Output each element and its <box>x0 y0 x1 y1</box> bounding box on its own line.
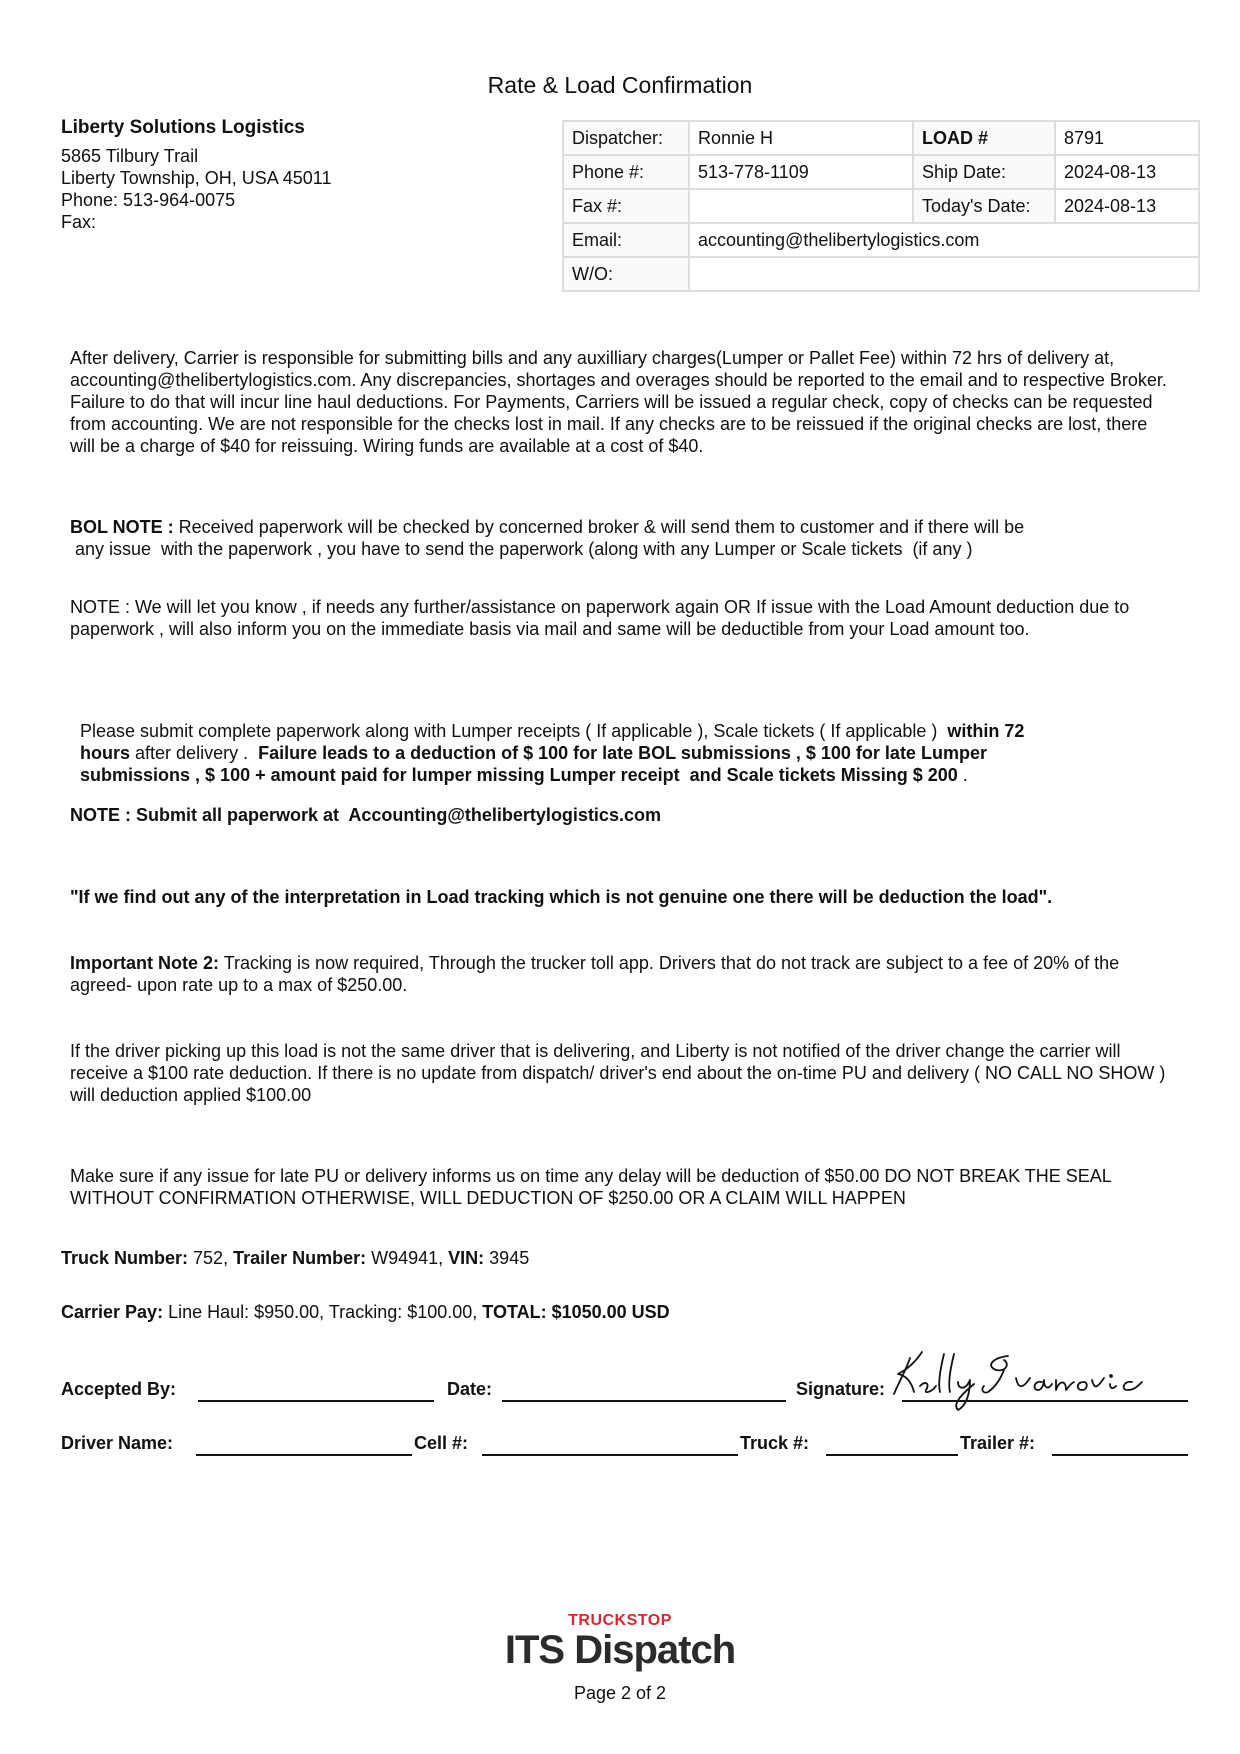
paragraph-line: WILL HAPPEN <box>785 1188 906 1208</box>
important-note-heading: Important Note 2: <box>70 953 220 973</box>
company-address-line2: Liberty Township, OH, USA 45011 <box>61 168 332 188</box>
date-field[interactable] <box>502 1380 786 1402</box>
paragraph-line: Load amount too. <box>889 619 1030 639</box>
submission-text: Please submit complete paperwork along with Lumper receipts ( If applicable ), Scale tickets ( If applicable ) <box>80 721 948 741</box>
truckstop-logo <box>0 1612 1240 1670</box>
load-number-value: 8791 <box>1055 121 1199 155</box>
bol-note-label: BOL NOTE : <box>70 517 174 537</box>
accepted-by-field[interactable] <box>198 1380 434 1402</box>
submission-emphasis: hours <box>80 743 131 763</box>
table-row <box>563 155 1199 189</box>
trailer-field[interactable] <box>1052 1434 1188 1456</box>
paragraph-line: regular check, copy of checks can be requested from accounting. We are not responsible for the checks lost in mail. If <box>70 392 1153 434</box>
truck-number-label: Truck Number: <box>61 1248 189 1268</box>
trailer-number-value: W94941, <box>366 1248 449 1268</box>
trailer-label: Trailer #: <box>960 1433 1036 1453</box>
late-delivery-note <box>70 1165 1170 1209</box>
date-label: Date: <box>447 1379 493 1399</box>
driver-change-note <box>70 1040 1170 1106</box>
paragraph-line: Make sure if any issue for late PU or delivery informs us on time any delay will be deduction of $50.00 <box>70 1166 880 1186</box>
email-value: accounting@thelibertylogistics.com <box>689 223 1199 257</box>
vin-label: VIN: <box>448 1248 485 1268</box>
paragraph-line: available at a cost of $40. <box>499 436 704 456</box>
handwritten-signature <box>888 1344 1148 1412</box>
submission-text: after delivery . <box>130 743 259 763</box>
paragraph-line: load". <box>1001 887 1053 907</box>
wo-label: W/O: <box>563 257 689 291</box>
accepted-by-label: Accepted By: <box>61 1379 177 1399</box>
brand-tagline: TRUCKSTOP <box>568 1612 672 1629</box>
trailer-number-label: Trailer Number: <box>233 1248 367 1268</box>
paragraph-line: If there is no update from dispatch/ driver's end about the on-time PU and delivery ( NO CALL NO SHOW ) will deduction <box>70 1063 1166 1105</box>
fax-label: Fax #: <box>563 189 689 223</box>
company-phone: Phone: 513-964-0075 <box>61 190 236 210</box>
company-name: Liberty Solutions Logistics <box>61 117 305 138</box>
cell-field[interactable] <box>482 1434 738 1456</box>
dispatcher-label: Dispatcher: <box>563 121 689 155</box>
paragraph-line: deduction due to paperwork , will also inform you on the immediate basis via mail and same will be deductible from your <box>70 597 1130 639</box>
paragraph-line: carrier will receive a $100 rate deduction. <box>70 1041 1121 1083</box>
load-info-table <box>562 120 1200 292</box>
phone-label: Phone #: <box>563 155 689 189</box>
carrier-pay-total: TOTAL: $1050.00 USD <box>482 1302 670 1322</box>
company-block <box>61 117 331 233</box>
table-row <box>563 257 1199 291</box>
ship-date-value: 2024-08-13 <box>1055 155 1199 189</box>
email-label: Email: <box>563 223 689 257</box>
bol-note-text: any issue with the paperwork , you have to send the paperwork (along with any Lumper or Scale tickets (if any ) <box>70 539 973 559</box>
table-row <box>563 189 1199 223</box>
dispatcher-value: Ronnie H <box>689 121 913 155</box>
brand-name: ITS Dispatch <box>504 1628 736 1672</box>
bol-note-text: Received paperwork will be checked by concerned broker & will send them to customer and if there will be <box>173 517 1025 537</box>
todays-date-value: 2024-08-13 <box>1055 189 1199 223</box>
page-number: Page 2 of 2 <box>573 1683 667 1703</box>
company-address-line1: 5865 Tilbury Trail <box>61 146 199 166</box>
tracking-quote-note <box>70 886 1170 908</box>
submission-text: . <box>957 765 968 785</box>
submission-emphasis: Failure leads to a deduction of $ 100 for late BOL submissions , $ 100 for late Lumper <box>258 743 987 763</box>
paragraph-line: any checks are to be reissued if the original checks are lost, there will be a charge of $40 for reissuing. Wiring funds are <box>70 414 1148 456</box>
table-row <box>563 223 1199 257</box>
driver-name-field[interactable] <box>196 1434 412 1456</box>
paperwork-note <box>70 596 1170 640</box>
truck-field[interactable] <box>826 1434 958 1456</box>
paragraph-line: delivery at, accounting@thelibertylogistics.com. Any discrepancies, shortages and overages should be reported to the <box>70 348 1115 390</box>
submission-deadline-note <box>70 698 1170 786</box>
document-title: Rate & Load Confirmation <box>487 72 753 98</box>
cell-label: Cell #: <box>414 1433 469 1453</box>
phone-value: 513-778-1109 <box>689 155 913 189</box>
table-row <box>563 121 1199 155</box>
paragraph-line: NOTE : We will let you know , if needs any further/assistance on paperwork again OR If issue with the Load Amount <box>70 597 992 617</box>
company-fax: Fax: <box>61 212 97 232</box>
truck-info-line <box>61 1248 529 1269</box>
bol-note <box>70 516 1170 560</box>
paragraph-line: "If we find out any of the interpretation in Load tracking which is not genuine one there will be deduction the <box>70 887 997 907</box>
paragraph-line: If the driver picking up this load is not the same driver that is delivering, and Liberty is not notified of the driver change the <box>70 1041 1035 1061</box>
truck-label: Truck #: <box>740 1433 810 1453</box>
submission-emphasis: within 72 <box>947 721 1025 741</box>
fax-value <box>689 189 913 223</box>
ship-date-label: Ship Date: <box>913 155 1055 189</box>
submission-emphasis: submissions , $ 100 + amount paid for lumper missing Lumper receipt and Scale tickets Missing $ 200 <box>80 765 958 785</box>
paragraph-line: email and to respective Broker. Failure to do that will incur line haul deductions. For Payments, Carriers will be issued a <box>70 370 1167 412</box>
wo-value <box>689 257 1199 291</box>
paragraph-line: Tracking is now required, Through the trucker toll app. Drivers that do not track are subject to a fee of 20% of the agreed- <box>70 953 1120 995</box>
truck-number-value: 752, <box>188 1248 234 1268</box>
todays-date-label: Today's Date: <box>913 189 1055 223</box>
carrier-pay-line <box>61 1302 670 1323</box>
payment-terms-paragraph <box>70 347 1170 457</box>
paragraph-line: applied $100.00 <box>183 1085 312 1105</box>
paragraph-line: upon rate up to a max of $250.00. <box>137 975 408 995</box>
signature-label: Signature: <box>796 1379 886 1399</box>
important-note-2 <box>70 952 1170 996</box>
driver-name-label: Driver Name: <box>61 1433 174 1453</box>
submit-email-note: NOTE : Submit all paperwork at Accounting@thelibertylogistics.com <box>70 805 661 825</box>
carrier-pay-detail: Line Haul: $950.00, Tracking: $100.00, <box>163 1302 483 1322</box>
carrier-pay-label: Carrier Pay: <box>61 1302 164 1322</box>
vin-value: 3945 <box>484 1248 530 1268</box>
paragraph-line: After delivery, Carrier is responsible for submitting bills and any auxilliary charges(Lumper or Pallet Fee) within 72 hrs of <box>70 348 1023 368</box>
paragraph-line: DO NOT BREAK THE SEAL WITHOUT CONFIRMATION OTHERWISE, WILL DEDUCTION OF $250.00 OR A CLAIM <box>70 1166 1112 1208</box>
load-number-label: LOAD # <box>913 121 1055 155</box>
